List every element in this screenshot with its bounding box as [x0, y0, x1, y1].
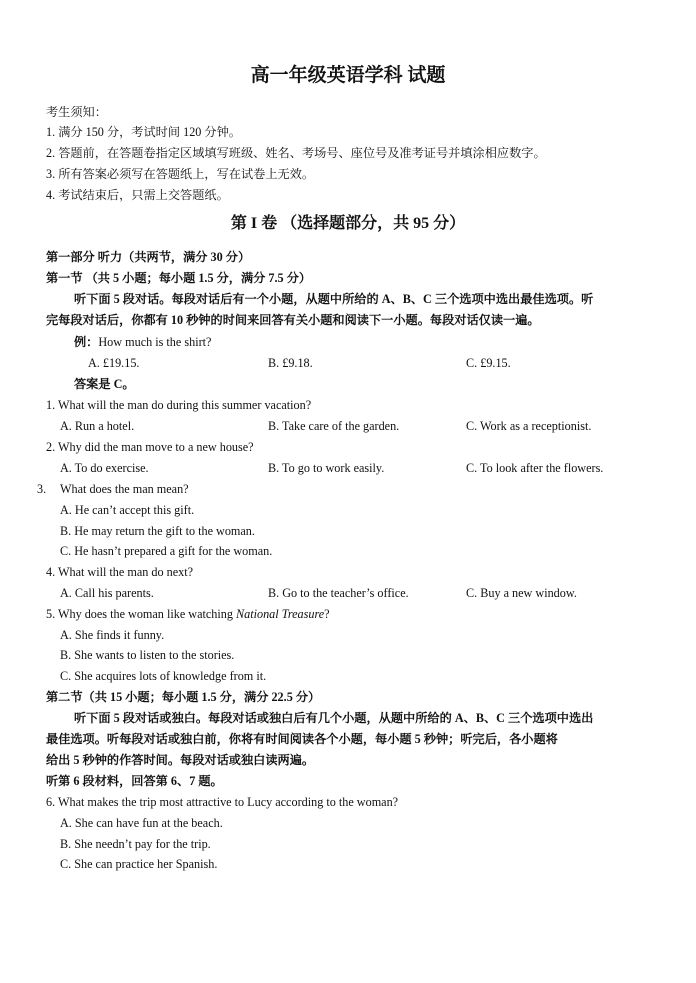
section2-heading: 第二节（共 15 小题；每小题 1.5 分，满分 22.5 分） [46, 690, 321, 704]
section2-instructions: 最佳选项。听每段对话或独白前，你将有时间阅读各个小题，每小题 5 秒钟；听完后，各小题将 [46, 732, 558, 746]
q4-option-c: C. Buy a new window. [466, 586, 577, 600]
notice-item: 2. 答题前，在答题卷指定区域填写班级、姓名、考场号、座位号及准考证号并填涂相应数字。 [46, 146, 546, 160]
q5-option-c: C. She acquires lots of knowledge from it. [60, 669, 267, 683]
exam-title: 高一年级英语学科 试题 [250, 65, 446, 86]
notice-item: 1. 满分 150 分，考试时间 120 分钟。 [46, 125, 241, 139]
question-5-text: 5. Why does the woman like watching [46, 607, 236, 621]
q6-option-a: A. She can have fun at the beach. [60, 816, 223, 830]
notice-item: 3. 所有答案必须写在答题纸上，写在试卷上无效。 [46, 167, 315, 181]
question-5-end: ? [324, 607, 330, 621]
example-option-b: B. £9.18. [268, 356, 313, 370]
q1-option-b: B. Take care of the garden. [268, 419, 400, 433]
q1-option-a: A. Run a hotel. [60, 419, 135, 433]
question-4: 4. What will the man do next? [46, 565, 194, 579]
section2-instructions: 给出 5 秒钟的作答时间。每段对话或独白读两遍。 [46, 753, 315, 767]
section1-instructions: 完每段对话后，你都有 10 秒钟的时间来回答有关小题和阅读下一小题。每段对话仅读一遍。 [46, 313, 540, 327]
section2-instructions: 听下面 5 段对话或独白。每段对话或独白后有几个小题，从题中所给的 A、B、C 三个选项中选出 [74, 711, 594, 725]
q4-option-b: B. Go to the teacher’s office. [268, 586, 409, 600]
notice-item: 4. 考试结束后，只需上交答题纸。 [46, 188, 229, 202]
section-title: 第 I 卷 （选择题部分，共 95 分） [230, 215, 466, 232]
part1-heading: 第一部分 听力（共两节，满分 30 分） [46, 250, 251, 264]
question-3-number: 3. [37, 482, 47, 496]
q6-option-c: C. She can practice her Spanish. [60, 857, 218, 871]
q3-option-a: A. He can’t accept this gift. [60, 503, 195, 517]
q2-option-c: C. To look after the flowers. [466, 461, 604, 475]
question-1: 1. What will the man do during this summer vacation? [46, 398, 312, 412]
example-label: 例： [74, 335, 99, 349]
material-6-heading: 听第 6 段材料，回答第 6、7 题。 [46, 774, 223, 788]
question-2: 2. Why did the man move to a new house? [46, 440, 254, 454]
question-6: 6. What makes the trip most attractive to Lucy according to the woman? [46, 795, 399, 809]
q3-option-b: B. He may return the gift to the woman. [60, 524, 255, 538]
question-5-title: National Treasure [236, 607, 325, 621]
example-option-a: A. £19.15. [88, 356, 140, 370]
q1-option-c: C. Work as a receptionist. [466, 419, 592, 433]
q6-option-b: B. She needn’t pay for the trip. [60, 837, 211, 851]
q2-option-b: B. To go to work easily. [268, 461, 385, 475]
q2-option-a: A. To do exercise. [60, 461, 149, 475]
section1-instructions: 听下面 5 段对话。每段对话后有一个小题，从题中所给的 A、B、C 三个选项中选出最佳选项。听 [74, 292, 594, 306]
q3-option-c: C. He hasn’t prepared a gift for the woman. [60, 544, 273, 558]
question-3: What does the man mean? [60, 482, 189, 496]
question-5 [46, 606, 330, 622]
notice-heading: 考生须知： [46, 105, 107, 119]
example-answer: 答案是 C。 [74, 377, 135, 391]
example-question [74, 334, 211, 350]
example-question-text: How much is the shirt? [98, 335, 212, 349]
q5-option-a: A. She finds it funny. [60, 628, 165, 642]
example-option-c: C. £9.15. [466, 356, 511, 370]
section1-heading: 第一节 （共 5 小题；每小题 1.5 分，满分 7.5 分） [46, 271, 312, 285]
q4-option-a: A. Call his parents. [60, 586, 154, 600]
q5-option-b: B. She wants to listen to the stories. [60, 648, 235, 662]
